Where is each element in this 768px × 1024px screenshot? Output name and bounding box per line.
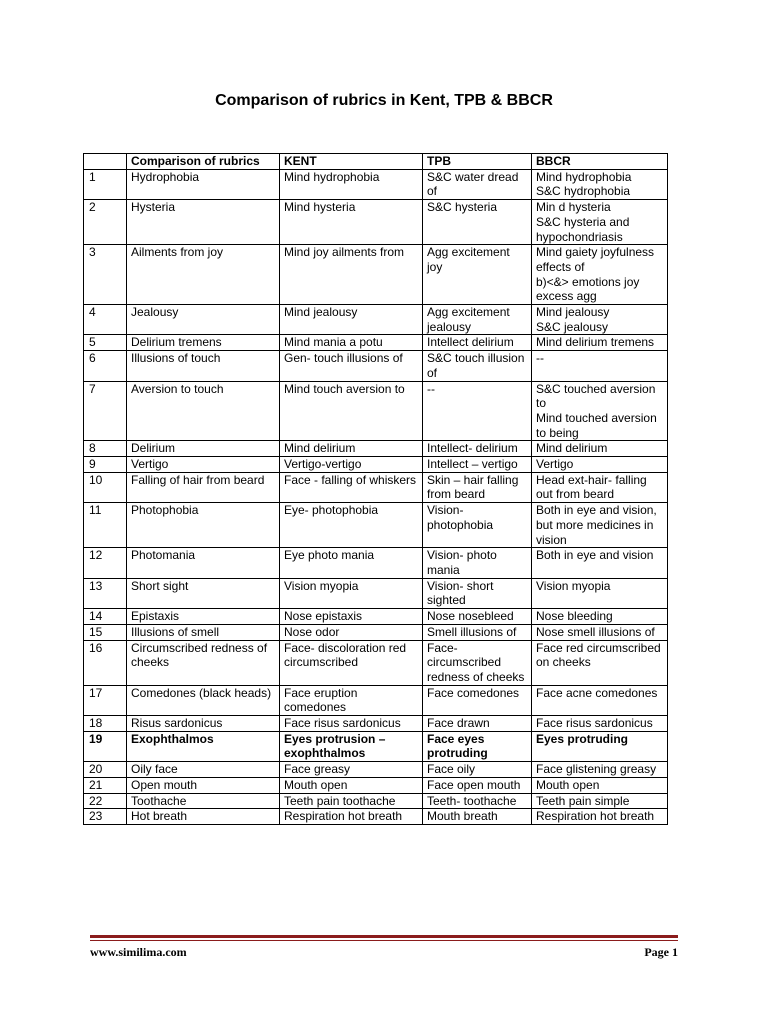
cell-kent <box>280 335 423 351</box>
cell-text: Smell illusions of <box>427 624 517 639</box>
cell-bbcr <box>532 472 668 502</box>
cell-bbcr <box>532 200 668 245</box>
cell-text: Face- discoloration red circumscribed <box>284 640 407 670</box>
cell-bbcr <box>532 624 668 640</box>
header-cell-tpb: TPB <box>423 154 532 170</box>
cell-kent <box>280 716 423 732</box>
cell-text: Face red circumscribed on cheeks <box>536 640 661 670</box>
cell-text: 15 <box>89 624 103 639</box>
cell-number <box>84 335 127 351</box>
table-row <box>84 809 668 825</box>
cell-text: Hysteria <box>131 200 176 215</box>
cell-text: Mind joy ailments from <box>284 245 405 260</box>
cell-text: Mind mania a potu <box>284 335 383 350</box>
cell-text: Min d hysteria <box>536 200 611 215</box>
cell-text: S&C touch illusion of <box>427 351 525 380</box>
cell-tpb <box>423 441 532 457</box>
cell-text: Face acne comedones <box>536 685 658 700</box>
cell-number <box>84 640 127 685</box>
cell-number <box>84 731 127 761</box>
cell-text: Teeth pain simple <box>536 793 630 808</box>
cell-text: Face comedones <box>427 685 520 700</box>
cell-number <box>84 716 127 732</box>
cell-text: 9 <box>89 457 96 472</box>
cell-text: Mind gaiety joyfulness effects of <box>536 245 655 274</box>
cell-text: Mind touch aversion to <box>284 381 405 396</box>
cell-text: Both in eye and vision, but more medicines in vision <box>536 503 657 547</box>
cell-tpb <box>423 472 532 502</box>
cell-text: Vertigo-vertigo <box>284 457 362 472</box>
cell-text: S&C touched aversion to <box>536 381 656 411</box>
cell-text: Face greasy <box>284 762 351 777</box>
cell-text: Respiration hot breath <box>536 809 655 824</box>
table-row <box>84 305 668 335</box>
cell-text: Eyes protruding <box>536 731 629 746</box>
cell-number <box>84 793 127 809</box>
cell-rubric <box>127 441 280 457</box>
cell-text: -- <box>536 351 544 366</box>
cell-tpb <box>423 624 532 640</box>
cell-tpb <box>423 731 532 761</box>
cell-text: Nose odor <box>284 624 340 639</box>
cell-number <box>84 809 127 825</box>
cell-text: 17 <box>89 685 103 700</box>
cell-tpb <box>423 685 532 715</box>
cell-text: Mind jealousy <box>536 305 610 320</box>
table-row <box>84 731 668 761</box>
cell-text: Mind hydrophobia <box>536 169 632 184</box>
cell-rubric <box>127 381 280 441</box>
table-row <box>84 609 668 625</box>
cell-number <box>84 548 127 578</box>
cell-kent <box>280 305 423 335</box>
cell-text: 8 <box>89 441 96 456</box>
cell-bbcr <box>532 381 668 441</box>
cell-text: Mind hysteria <box>284 200 356 215</box>
cell-text: Mouth breath <box>427 809 498 824</box>
table-row <box>84 381 668 441</box>
cell-tpb <box>423 609 532 625</box>
table-row <box>84 640 668 685</box>
cell-kent <box>280 777 423 793</box>
cell-text: Exophthalmos <box>131 731 214 746</box>
cell-number <box>84 441 127 457</box>
cell-text: Head ext-hair- falling out from beard <box>536 472 647 502</box>
cell-text: Agg excitement joy <box>427 245 510 274</box>
cell-text: Intellect- delirium <box>427 441 518 456</box>
cell-text: Face- circumscribed redness of cheeks <box>427 640 525 684</box>
cell-tpb <box>423 169 532 199</box>
cell-tpb <box>423 503 532 548</box>
cell-text: Face risus sardonicus <box>284 716 401 731</box>
cell-text: Vertigo <box>131 457 169 472</box>
cell-text: 19 <box>89 731 103 746</box>
cell-kent <box>280 381 423 441</box>
cell-kent <box>280 731 423 761</box>
cell-text: Hot breath <box>131 809 188 824</box>
cell-text: Face - falling of whiskers <box>284 472 417 487</box>
cell-text: Illusions of smell <box>131 624 220 639</box>
cell-text: Vision myopia <box>284 578 359 593</box>
cell-text: 22 <box>89 793 103 808</box>
table-row <box>84 777 668 793</box>
cell-text: Vertigo <box>536 457 574 472</box>
cell-number <box>84 472 127 502</box>
cell-text: 3 <box>89 245 96 260</box>
cell-kent <box>280 441 423 457</box>
cell-bbcr <box>532 503 668 548</box>
table-row <box>84 245 668 305</box>
cell-number <box>84 381 127 441</box>
cell-tpb <box>423 245 532 305</box>
cell-rubric <box>127 169 280 199</box>
cell-text: Skin – hair falling from beard <box>427 472 519 502</box>
cell-text: 1 <box>89 169 96 184</box>
cell-text: 18 <box>89 716 103 731</box>
cell-rubric <box>127 624 280 640</box>
cell-text: Mouth open <box>536 777 600 792</box>
cell-rubric <box>127 457 280 473</box>
cell-bbcr <box>532 685 668 715</box>
header-cell-number <box>84 154 127 170</box>
cell-text: 16 <box>89 640 103 655</box>
cell-bbcr <box>532 809 668 825</box>
rubrics-comparison-table <box>83 153 668 825</box>
cell-text: Epistaxis <box>131 609 180 624</box>
cell-text: Nose epistaxis <box>284 609 363 624</box>
cell-tpb <box>423 351 532 381</box>
cell-rubric <box>127 335 280 351</box>
table-row <box>84 457 668 473</box>
cell-tpb <box>423 793 532 809</box>
cell-text: S&C jealousy <box>536 319 609 334</box>
cell-rubric <box>127 245 280 305</box>
cell-rubric <box>127 762 280 778</box>
footer-rule-thick <box>90 935 678 938</box>
cell-text: Jealousy <box>131 305 179 320</box>
cell-text: 10 <box>89 472 103 487</box>
cell-bbcr <box>532 548 668 578</box>
cell-text: Vision myopia <box>536 578 611 593</box>
cell-kent <box>280 762 423 778</box>
cell-text: Face open mouth <box>427 777 521 792</box>
cell-number <box>84 685 127 715</box>
cell-text: Mind delirium tremens <box>536 335 655 350</box>
cell-kent <box>280 793 423 809</box>
cell-tpb <box>423 305 532 335</box>
cell-kent <box>280 245 423 305</box>
cell-text: Eye photo mania <box>284 548 375 563</box>
cell-text: Oily face <box>131 762 178 777</box>
cell-text: Intellect delirium <box>427 335 514 350</box>
cell-text: 5 <box>89 335 96 350</box>
cell-tpb <box>423 548 532 578</box>
cell-text: Eye- photophobia <box>284 503 379 518</box>
cell-text: Mind hydrophobia <box>284 169 380 184</box>
table-row <box>84 548 668 578</box>
cell-rubric <box>127 777 280 793</box>
cell-text: Mind delirium <box>536 441 608 456</box>
footer-page-number: Page 1 <box>644 945 678 959</box>
cell-text: S&C hydrophobia <box>536 184 631 199</box>
cell-text: Mouth open <box>284 777 348 792</box>
cell-number <box>84 169 127 199</box>
cell-text: Teeth- toothache <box>427 793 517 808</box>
cell-text: Delirium tremens <box>131 335 222 350</box>
table-row <box>84 335 668 351</box>
cell-rubric <box>127 548 280 578</box>
table-row <box>84 351 668 381</box>
cell-number <box>84 305 127 335</box>
cell-bbcr <box>532 245 668 305</box>
cell-text: Short sight <box>131 578 189 593</box>
cell-text: Photomania <box>131 548 196 563</box>
cell-bbcr <box>532 169 668 199</box>
cell-bbcr <box>532 351 668 381</box>
table-row <box>84 441 668 457</box>
cell-rubric <box>127 640 280 685</box>
cell-bbcr <box>532 335 668 351</box>
cell-text: Aversion to touch <box>131 381 224 396</box>
cell-text: Agg excitement jealousy <box>427 305 510 334</box>
cell-kent <box>280 200 423 245</box>
cell-text: Ailments from joy <box>131 245 224 260</box>
cell-text: Gen- touch illusions of <box>284 351 403 366</box>
cell-tpb <box>423 777 532 793</box>
page-title: Comparison of rubrics in Kent, TPB & BBCR <box>215 92 553 109</box>
cell-number <box>84 624 127 640</box>
cell-tpb <box>423 716 532 732</box>
cell-bbcr <box>532 777 668 793</box>
cell-kent <box>280 578 423 608</box>
cell-text: Hydrophobia <box>131 169 200 184</box>
cell-bbcr <box>532 793 668 809</box>
cell-text: Both in eye and vision <box>536 548 654 563</box>
cell-text: Nose smell illusions of <box>536 624 655 639</box>
cell-text: 11 <box>89 503 102 518</box>
footer-website: www.similima.com <box>90 945 187 959</box>
table-row <box>84 685 668 715</box>
cell-bbcr <box>532 457 668 473</box>
cell-text: 4 <box>89 305 96 320</box>
table-row <box>84 472 668 502</box>
table-row <box>84 503 668 548</box>
cell-kent <box>280 169 423 199</box>
header-cell-bbcr: BBCR <box>532 154 668 170</box>
cell-text: Mind jealousy <box>284 305 358 320</box>
cell-text: Nose nosebleed <box>427 609 514 624</box>
table-header-row <box>84 154 668 170</box>
cell-text: 13 <box>89 578 103 593</box>
cell-number <box>84 200 127 245</box>
table-row <box>84 762 668 778</box>
cell-text: Face drawn <box>427 716 490 731</box>
cell-number <box>84 578 127 608</box>
cell-bbcr <box>532 731 668 761</box>
header-cell-rubric: Comparison of rubrics <box>127 154 280 170</box>
cell-kent <box>280 809 423 825</box>
cell-text: Face glistening greasy <box>536 762 657 777</box>
cell-text: 20 <box>89 762 103 777</box>
cell-number <box>84 777 127 793</box>
cell-number <box>84 609 127 625</box>
cell-kent <box>280 624 423 640</box>
cell-bbcr <box>532 716 668 732</box>
cell-rubric <box>127 685 280 715</box>
cell-kent <box>280 472 423 502</box>
cell-text: 6 <box>89 351 96 366</box>
cell-number <box>84 762 127 778</box>
cell-text: Illusions of touch <box>131 351 221 366</box>
cell-rubric <box>127 716 280 732</box>
cell-rubric <box>127 578 280 608</box>
cell-tpb <box>423 762 532 778</box>
cell-rubric <box>127 351 280 381</box>
table-row <box>84 793 668 809</box>
cell-text: Delirium <box>131 441 176 456</box>
cell-text: Mind touched aversion to being <box>536 410 657 440</box>
cell-text: Face risus sardonicus <box>536 716 653 731</box>
cell-text: Nose bleeding <box>536 609 613 624</box>
cell-bbcr <box>532 305 668 335</box>
cell-kent <box>280 457 423 473</box>
cell-text: 14 <box>89 609 103 624</box>
cell-tpb <box>423 457 532 473</box>
cell-text: S&C hysteria and hypochondriasis <box>536 214 630 244</box>
cell-text: 7 <box>89 381 96 396</box>
cell-tpb <box>423 640 532 685</box>
cell-text: Teeth pain toothache <box>284 793 396 808</box>
cell-text: Comedones (black heads) <box>131 685 272 700</box>
header-cell-kent: KENT <box>280 154 423 170</box>
cell-bbcr <box>532 762 668 778</box>
cell-text: Falling of hair from beard <box>131 472 265 487</box>
cell-text: Face oily <box>427 762 476 777</box>
cell-text: Photophobia <box>131 503 199 518</box>
cell-text: Vision- short sighted <box>427 578 494 608</box>
cell-text: S&C hysteria <box>427 200 498 215</box>
table-row <box>84 169 668 199</box>
table-row <box>84 200 668 245</box>
cell-kent <box>280 609 423 625</box>
cell-text: 23 <box>89 809 103 824</box>
cell-text: -- <box>427 381 435 396</box>
cell-text: Toothache <box>131 793 187 808</box>
footer-rule-thin <box>90 940 678 941</box>
cell-number <box>84 245 127 305</box>
cell-text: Open mouth <box>131 777 198 792</box>
cell-text: Face eruption comedones <box>284 685 358 715</box>
cell-bbcr <box>532 640 668 685</box>
cell-rubric <box>127 731 280 761</box>
cell-tpb <box>423 335 532 351</box>
cell-text: b)<&> emotions joy excess agg <box>536 274 640 304</box>
cell-text: Vision- photo mania <box>427 548 497 577</box>
cell-text: Respiration hot breath <box>284 809 403 824</box>
cell-tpb <box>423 809 532 825</box>
cell-kent <box>280 640 423 685</box>
cell-text: Vision- photophobia <box>427 503 494 532</box>
cell-bbcr <box>532 609 668 625</box>
cell-kent <box>280 351 423 381</box>
cell-rubric <box>127 305 280 335</box>
table-row <box>84 624 668 640</box>
cell-tpb <box>423 200 532 245</box>
cell-text: Risus sardonicus <box>131 716 223 731</box>
table-row <box>84 716 668 732</box>
cell-number <box>84 457 127 473</box>
cell-text: 21 <box>89 777 103 792</box>
cell-rubric <box>127 472 280 502</box>
cell-bbcr <box>532 441 668 457</box>
cell-text: 12 <box>89 548 103 563</box>
cell-tpb <box>423 381 532 441</box>
cell-text: S&C water dread of <box>427 169 519 199</box>
cell-rubric <box>127 609 280 625</box>
cell-text: Circumscribed redness of cheeks <box>131 640 268 670</box>
cell-rubric <box>127 503 280 548</box>
table-body <box>84 169 668 824</box>
cell-kent <box>280 548 423 578</box>
table-row <box>84 578 668 608</box>
cell-tpb <box>423 578 532 608</box>
cell-text: Face eyes protruding <box>427 731 488 761</box>
cell-rubric <box>127 200 280 245</box>
cell-number <box>84 351 127 381</box>
cell-text: 2 <box>89 200 96 215</box>
cell-rubric <box>127 809 280 825</box>
cell-kent <box>280 685 423 715</box>
cell-kent <box>280 503 423 548</box>
cell-text: Intellect – vertigo <box>427 457 518 472</box>
cell-bbcr <box>532 578 668 608</box>
cell-text: Eyes protrusion – exophthalmos <box>284 731 386 761</box>
cell-text: Mind delirium <box>284 441 356 456</box>
cell-rubric <box>127 793 280 809</box>
cell-number <box>84 503 127 548</box>
